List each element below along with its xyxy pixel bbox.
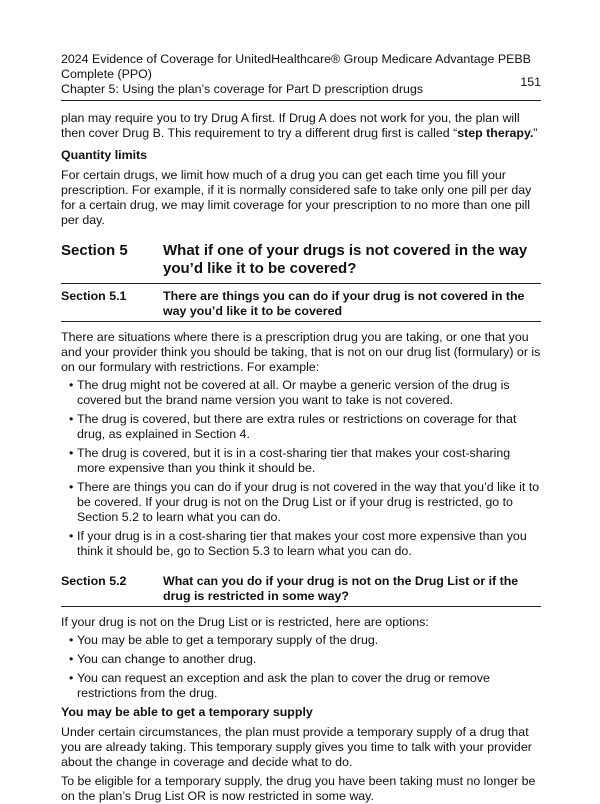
section-5-2-intro: If your drug is not on the Drug List or is restricted, here are options: <box>61 615 429 629</box>
list-item-text: You may be able to get a temporary supply of the drug. <box>77 633 379 647</box>
bullet-icon: • <box>69 671 74 685</box>
list-item <box>61 652 541 667</box>
section-5-1-title: There are things you can do if your drug is not covered in the way you’d like it to be covered <box>163 289 525 318</box>
bullet-icon: • <box>69 378 74 392</box>
page-number: 151 <box>520 75 541 89</box>
list-item-text: You can change to another drug. <box>77 652 257 666</box>
list-item-text: If your drug is in a cost-sharing tier that makes your cost more expensive than you think it should be, go to Section 5.3 to learn what you can do. <box>77 529 527 558</box>
list-item <box>61 633 541 648</box>
list-item-text: The drug is covered, but there are extra rules or restrictions on coverage for that drug, as explained in Section 4. <box>77 412 517 441</box>
section-5-title: What if one of your drugs is not covered in the way you’d like it to be covered? <box>163 242 528 277</box>
section-5-2-heading <box>61 569 541 607</box>
section-5-label: Section 5 <box>61 242 128 259</box>
section-5-2-title: What can you do if your drug is not on the Drug List or if the drug is restricted in some way? <box>163 574 519 603</box>
list-item <box>61 671 541 701</box>
list-item-text: There are things you can do if your drug is not covered in the way that you’d like it to be covered. If your drug is not on the Drug List or if your drug is restricted, go to Section 5.2 to learn what you can do. <box>77 480 540 524</box>
section-5-1-intro: There are situations where there is a prescription drug you are taking, or one that you and your provider think you should be taking, that is not on our drug list (formulary) or is on our formulary with restrictions. For example: <box>61 330 541 374</box>
quantity-limits-paragraph: For certain drugs, we limit how much of a drug you can get each time you fill your prescription. For example, if it is normally considered safe to take only one pill per day for a certain drug, we may limit coverage for your prescription to no more than one pill per day. <box>61 168 532 227</box>
document-title: 2024 Evidence of Coverage for UnitedHealthcare® Group Medicare Advantage PEBB Complete (PPO) <box>61 52 531 81</box>
bullet-icon: • <box>69 446 74 460</box>
temporary-supply-paragraph-2: To be eligible for a temporary supply, the drug you have been taking must no longer be on the plan’s Drug List OR is now restricted in some way. <box>61 774 536 803</box>
section-5-1-bullet-list <box>61 378 541 559</box>
step-therapy-term: step therapy. <box>457 126 534 140</box>
page-header <box>61 0 541 101</box>
list-item <box>61 378 541 408</box>
chapter-title: Chapter 5: Using the plan’s coverage for Part D prescription drugs <box>61 82 424 96</box>
document-page <box>61 0 541 804</box>
temporary-supply-heading: You may be able to get a temporary supply <box>61 705 313 719</box>
section-5-2-label: Section 5.2 <box>61 574 127 588</box>
list-item <box>61 412 541 442</box>
bullet-icon: • <box>69 633 74 647</box>
section-5-2-bullet-list <box>61 633 541 701</box>
list-item-text: The drug is covered, but it is in a cost-sharing tier that makes your cost-sharing more expensive than you think it should be. <box>77 446 511 475</box>
bullet-icon: • <box>69 412 74 426</box>
list-item <box>61 529 541 559</box>
intro-text-end: ” <box>533 126 538 140</box>
temporary-supply-paragraph-1: Under certain circumstances, the plan must provide a temporary supply of a drug that you are already taking. This temporary supply gives you time to talk with your provider about the change in coverage and decide what to do. <box>61 725 532 769</box>
bullet-icon: • <box>69 529 74 543</box>
intro-text-start: plan may require you to try Drug A first. If Drug A does not work for you, the plan will then cover Drug B. This requirement to try a different drug first is called “ <box>61 111 520 140</box>
list-item-text: You can request an exception and ask the plan to cover the drug or remove restrictions from the drug. <box>77 671 490 700</box>
section-5-1-heading <box>61 284 541 322</box>
bullet-icon: • <box>69 480 74 494</box>
bullet-icon: • <box>69 652 74 666</box>
list-item <box>61 480 541 525</box>
section-5-1-label: Section 5.1 <box>61 289 127 303</box>
section-5-heading <box>61 242 541 284</box>
quantity-limits-heading: Quantity limits <box>61 148 148 162</box>
list-item-text: The drug might not be covered at all. Or maybe a generic version of the drug is covered but the brand name version you want to take is not covered. <box>77 378 510 407</box>
intro-paragraph <box>61 111 541 141</box>
list-item <box>61 446 541 476</box>
